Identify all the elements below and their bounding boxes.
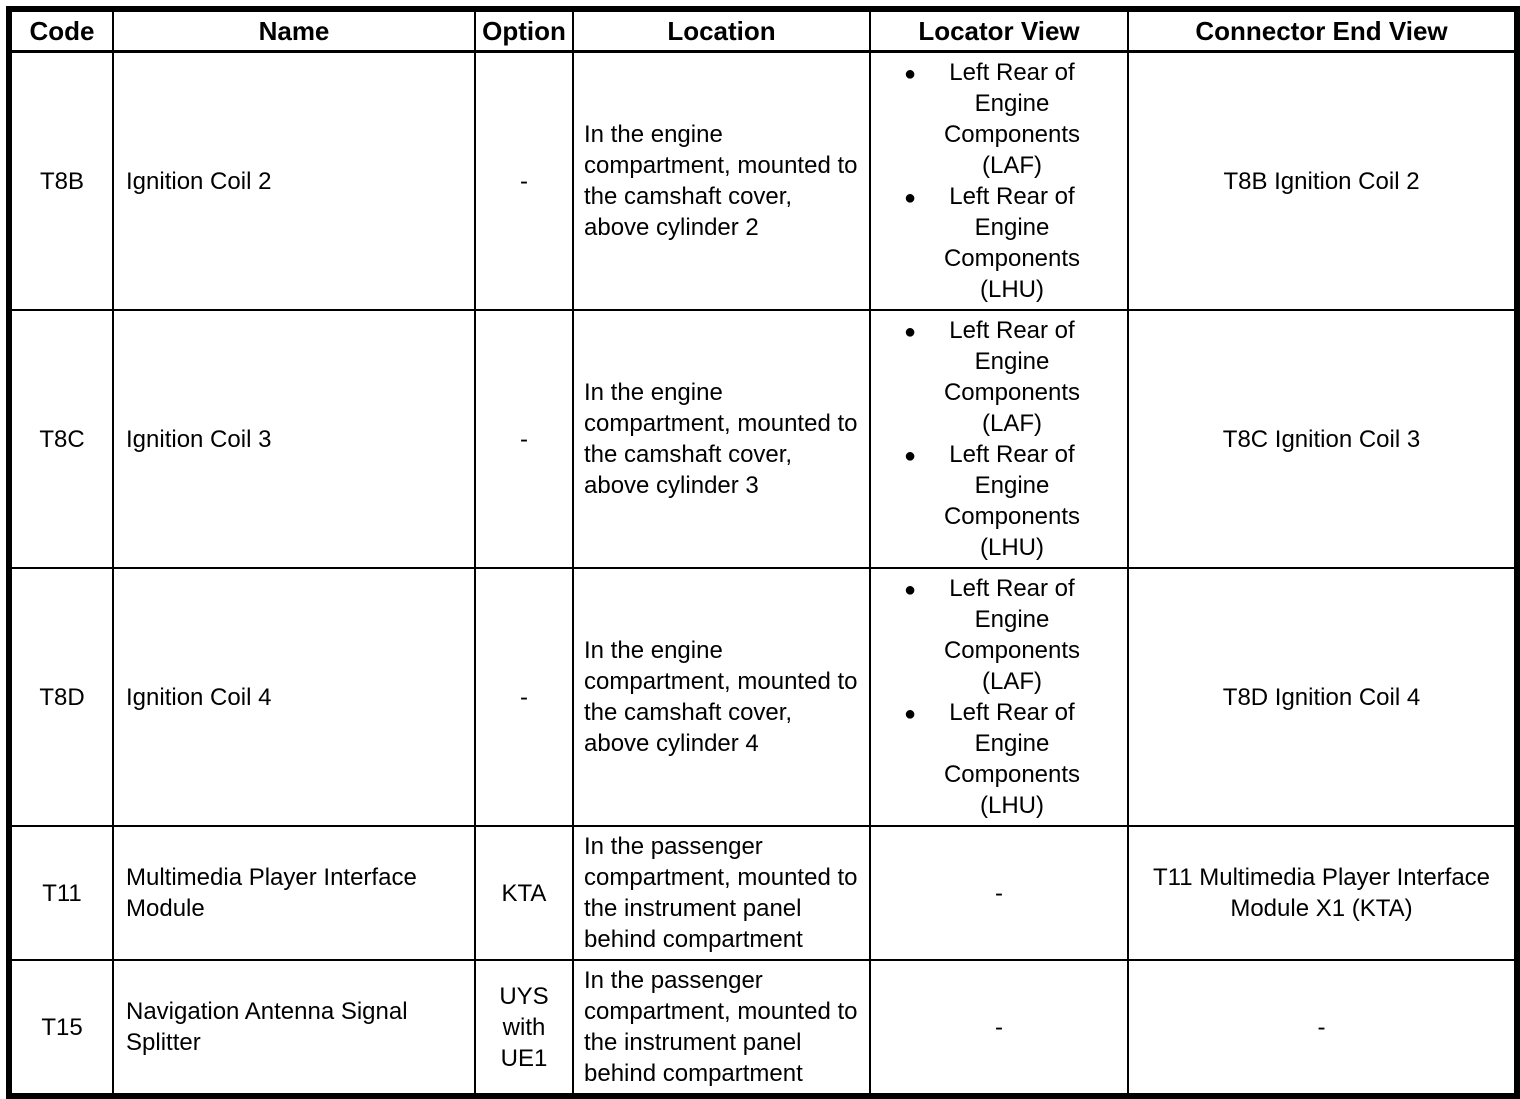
cell-code: T11	[9, 826, 113, 960]
cell-name: Multimedia Player Interface Module	[113, 826, 475, 960]
table-row	[9, 826, 1517, 960]
locator-bullet-list	[873, 573, 1125, 821]
cell-option: -	[475, 310, 573, 568]
bullet-icon	[904, 181, 930, 214]
bullet-icon	[904, 315, 930, 348]
table-row	[9, 960, 1517, 1096]
cell-connector-end-view: T11 Multimedia Player Interface Module X1 (KTA)	[1128, 826, 1517, 960]
cell-locator-view: -	[870, 826, 1128, 960]
locator-list-item	[904, 315, 1094, 439]
locator-bullet-list	[873, 57, 1125, 305]
table-header-row	[9, 9, 1517, 52]
cell-code: T8D	[9, 568, 113, 826]
bullet-icon	[904, 439, 930, 472]
bullet-icon	[904, 573, 930, 606]
cell-location: In the engine compartment, mounted to the camshaft cover, above cylinder 2	[573, 52, 870, 311]
cell-option: -	[475, 568, 573, 826]
table-row	[9, 52, 1517, 311]
bullet-icon	[904, 57, 930, 90]
cell-name: Ignition Coil 2	[113, 52, 475, 311]
cell-connector-end-view: -	[1128, 960, 1517, 1096]
locator-list-item	[904, 573, 1094, 697]
table-row	[9, 310, 1517, 568]
cell-connector-end-view: T8D Ignition Coil 4	[1128, 568, 1517, 826]
locator-bullet-list	[873, 315, 1125, 563]
locator-list-item	[904, 697, 1094, 821]
cell-code: T8C	[9, 310, 113, 568]
cell-option: -	[475, 52, 573, 311]
cell-location: In the engine compartment, mounted to the camshaft cover, above cylinder 3	[573, 310, 870, 568]
cell-code: T8B	[9, 52, 113, 311]
cell-name: Navigation Antenna Signal Splitter	[113, 960, 475, 1096]
locator-item-text: Left Rear of Engine Components (LAF)	[943, 59, 1081, 179]
header-locator-view: Locator View	[870, 9, 1128, 52]
cell-location: In the passenger compartment, mounted to the instrument panel behind compartment	[573, 960, 870, 1096]
header-code: Code	[9, 9, 113, 52]
locator-item-text: Left Rear of Engine Components (LAF)	[943, 317, 1081, 437]
locator-list-item	[904, 439, 1094, 563]
cell-location: In the passenger compartment, mounted to the instrument panel behind compartment	[573, 826, 870, 960]
locator-list-item	[904, 181, 1094, 305]
cell-locator-view	[870, 568, 1128, 826]
cell-option: UYS with UE1	[475, 960, 573, 1096]
cell-name: Ignition Coil 3	[113, 310, 475, 568]
cell-locator-view	[870, 310, 1128, 568]
cell-locator-view	[870, 52, 1128, 311]
connector-locations-table	[6, 6, 1520, 1099]
locator-item-text: Left Rear of Engine Components (LHU)	[943, 699, 1081, 819]
cell-locator-view: -	[870, 960, 1128, 1096]
locator-item-text: Left Rear of Engine Components (LHU)	[943, 183, 1081, 303]
header-connector-end-view: Connector End View	[1128, 9, 1517, 52]
header-location: Location	[573, 9, 870, 52]
cell-connector-end-view: T8B Ignition Coil 2	[1128, 52, 1517, 311]
cell-code: T15	[9, 960, 113, 1096]
cell-connector-end-view: T8C Ignition Coil 3	[1128, 310, 1517, 568]
cell-option: KTA	[475, 826, 573, 960]
header-option: Option	[475, 9, 573, 52]
bullet-icon	[904, 697, 930, 730]
table-row	[9, 568, 1517, 826]
locator-item-text: Left Rear of Engine Components (LAF)	[943, 575, 1081, 695]
header-name: Name	[113, 9, 475, 52]
cell-name: Ignition Coil 4	[113, 568, 475, 826]
locator-list-item	[904, 57, 1094, 181]
locator-item-text: Left Rear of Engine Components (LHU)	[943, 441, 1081, 561]
cell-location: In the engine compartment, mounted to the camshaft cover, above cylinder 4	[573, 568, 870, 826]
